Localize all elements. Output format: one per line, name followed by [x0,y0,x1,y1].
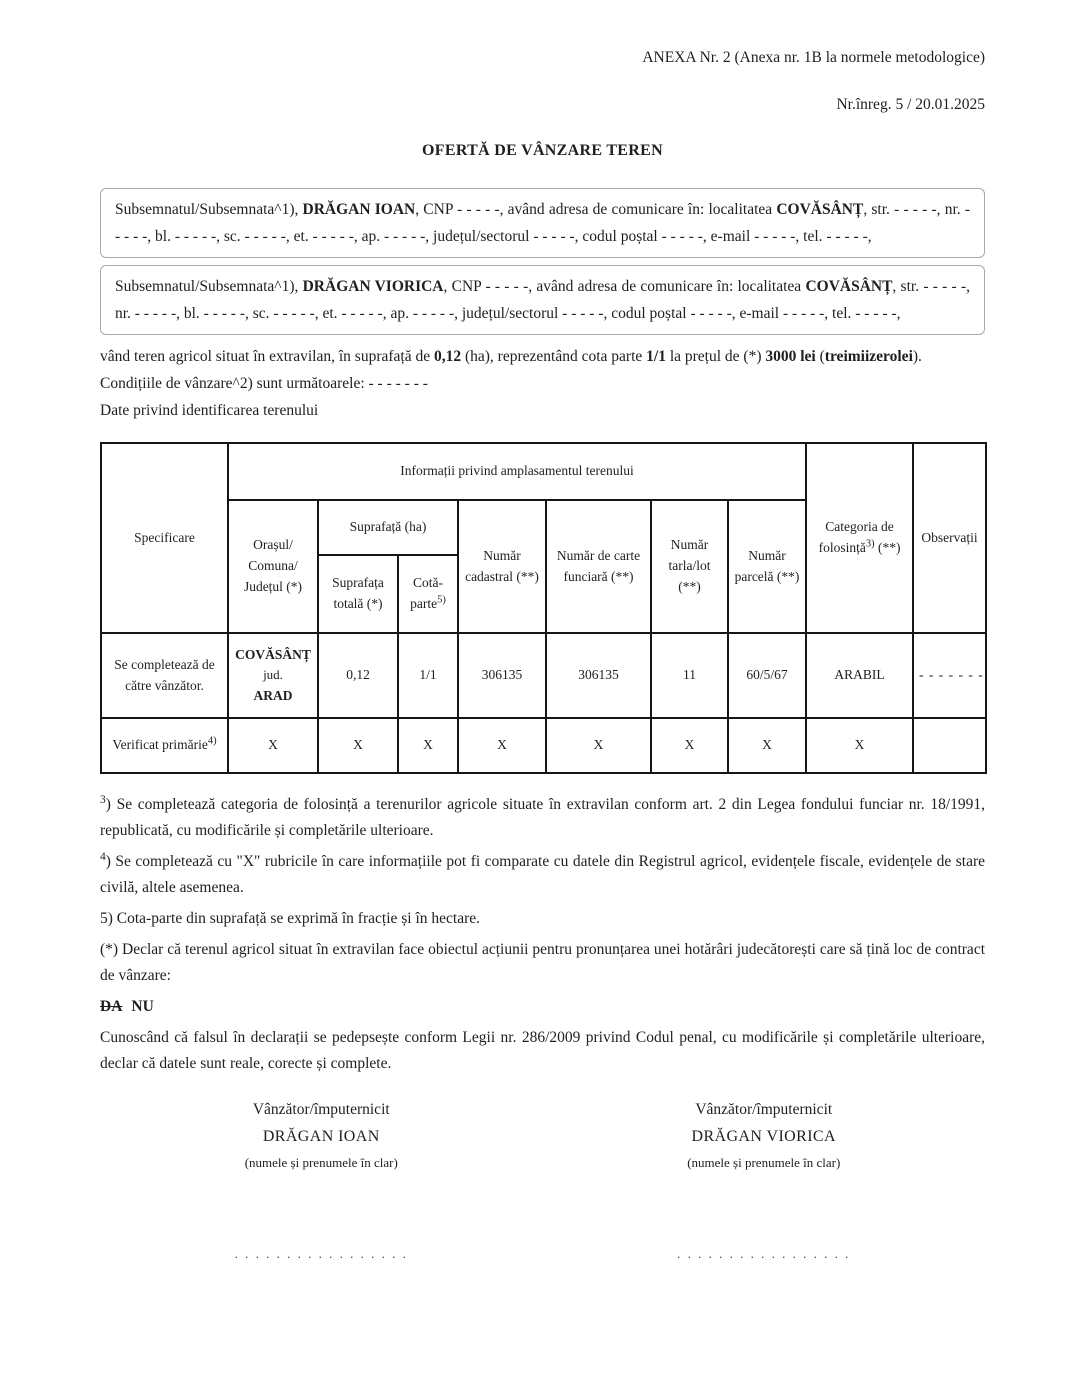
offer-text-c: la prețul de (*) [665,348,766,365]
col-header-categoria [806,443,913,633]
verify-x-cadastral: X [458,718,546,773]
table-header-row-1 [101,443,986,500]
annex-line: ANEXA Nr. 2 (Anexa nr. 1B la normele metodologice) [642,49,985,66]
verify-footnote-ref: 4) [207,735,217,747]
cell-nr-tarla: 11 [651,633,728,718]
col-group-amplasament: Informații privind amplasamentul terenului [228,443,806,500]
footnote-4 [100,849,985,901]
document-title: OFERTĂ DE VÂNZARE TEREN [422,142,663,159]
signature-block-seller1 [100,1097,543,1262]
cell-categoria: ARABIL [806,633,913,718]
cota-parte-label: Cotă-parte [410,575,443,611]
cell-city-line2: jud. [263,667,283,683]
land-table [100,442,987,774]
cell-suprafata-totala: 0,12 [318,633,398,718]
signatures-section [100,1097,985,1262]
verify-x-categoria: X [806,718,913,773]
offer-text-b: (ha), reprezentând cota parte [461,348,647,365]
footnote-4-text: ) Se completează cu "X" rubricile în care informațiile pot fi comparate cu datele din Registrul agricol, evidențele fiscale, evidențele de stare civilă, altele asemenea. [100,853,985,896]
seller2-address-tail: , str. - - - - -, nr. - - - - -, bl. - - - - -, sc. - - - - -, et. - - - - -, ap. - - - - -, județul/sectorul - - - - -, codul poștal - - - - -, e-mail - - - - -, tel. - - - - -, [115,278,970,322]
seller2-locality: COVĂSÂNȚ [805,278,893,295]
signature2-dotted-line: . . . . . . . . . . . . . . . . . [677,1246,851,1261]
city-header-line3: Județul (*) [243,578,303,594]
offer-text-d: ( [815,348,825,365]
cota-parte-footnote-ref: 5) [437,594,446,606]
cell-nr-carte: 306135 [546,633,651,718]
seller1-box [100,188,985,258]
signature-block-seller2 [543,1097,986,1262]
seller2-name: DRĂGAN VIORICA [302,278,444,295]
seller2-cnp-address: , CNP - - - - -, având adresa de comunicare în: localitatea [443,278,806,295]
categoria-footnote-ref: 3) [865,538,875,550]
city-header-line1: Orașul/ [253,537,293,553]
verify-x-cota: X [398,718,458,773]
sale-conditions-line: Condițiile de vânzare^2) sunt următoarele: - - - - - - - [100,375,428,392]
offer-text-e: ). [912,348,922,365]
col-header-nr-cadastral: Număr cadastral (**) [458,500,546,633]
cell-city-line3: ARAD [253,687,293,703]
categoria-label: Categoria de folosință [818,519,894,555]
table-row-verify [101,718,986,773]
footnote-3-marker: 3 [100,793,106,806]
signature1-name: DRĂGAN IOAN [262,1128,380,1145]
seller2-intro: Subsemnatul/Subsemnata^1), [115,278,303,295]
offer-text-a: vând teren agricol situat în extravilan, în suprafață de [100,348,434,365]
col-header-suprafata-totala: Suprafața totală (*) [318,555,398,633]
footnote-4-marker: 4 [100,850,106,863]
verify-row-label [101,718,228,773]
offer-price-words: treimiizerolei [824,348,913,365]
city-header-line2: Comuna/ [248,558,298,574]
cell-city [228,633,318,718]
signature2-note: (numele și prenumele în clar) [687,1155,841,1170]
col-header-nr-carte: Număr de carte funciară (**) [546,500,651,633]
col-group-suprafata: Suprafață (ha) [318,500,458,555]
footnotes-section [100,792,985,1077]
col-header-cota-parte [398,555,458,633]
signature2-name: DRĂGAN VIORICA [691,1128,836,1145]
seller1-intro: Subsemnatul/Subsemnata^1), [115,201,303,218]
signature1-role: Vânzător/împuternicit [252,1101,390,1118]
footnote-3-text: ) Se completează categoria de folosință a terenurilor agricole situate în extravilan conform art. 2 din Legea fondului funciar nr. 18/1991, republicată, cu modificările și completările ulterioare. [100,796,985,839]
seller1-locality: COVĂSÂNȚ [776,201,864,218]
seller1-cnp-address: , CNP - - - - -, având adresa de comunicare în: localitatea [415,201,777,218]
verify-x-parcela: X [728,718,806,773]
penal-code-declaration: Cunoscând că falsul în declarații se pedepsește conform Legii nr. 286/2009 privind Codul penal, cu modificările și completările ulterioare, declar că datele sunt reale, corecte și complete. [100,1029,985,1072]
cell-nr-parcela: 60/5/67 [728,633,806,718]
col-header-nr-parcela: Număr parcelă (**) [728,500,806,633]
offer-area: 0,12 [433,348,462,365]
categoria-star: (**) [874,540,901,555]
verify-x-city: X [228,718,318,773]
col-header-observatii: Observații [913,443,986,633]
signature1-note: (numele și prenumele în clar) [244,1155,398,1170]
cell-observatii: - - - - - - - [913,633,986,718]
offer-price: 3000 lei [765,348,816,365]
cell-nr-cadastral: 306135 [458,633,546,718]
cell-cota-parte: 1/1 [398,633,458,718]
da-nu-line [100,994,985,1020]
da-option-struck: DA [100,998,123,1015]
seller1-name: DRĂGAN IOAN [302,201,416,218]
star-declaration: (*) Declar că terenul agricol situat în extravilan face obiectul acțiunii pentru pronunțarea unei hotărâri judecătorești care să țină loc de contract de vânzare: [100,941,985,984]
land-identification-heading: Date privind identificarea terenului [100,402,319,419]
col-header-nr-tarla: Număr tarla/lot (**) [651,500,728,633]
col-header-specificare: Specificare [101,443,228,633]
verify-x-suprafata: X [318,718,398,773]
footnote-5: 5) Cota-parte din suprafață se exprimă în fracție și în hectare. [100,910,481,927]
footnote-3 [100,792,985,844]
seller-row-label: Se completează de către vânzător. [101,633,228,718]
signature2-role: Vânzător/împuternicit [695,1101,833,1118]
verify-label-text: Verificat primărie [112,737,208,753]
verify-x-carte: X [546,718,651,773]
table-row-seller-data [101,633,986,718]
seller1-address-tail: , str. - - - - -, nr. - - - - -, bl. - - - - -, sc. - - - - -, et. - - - - -, ap. - - - - -, județul/sectorul - - - - -, codul poștal - - - - -, e-mail - - - - -, tel. - - - - -, [115,201,971,245]
cell-city-line1: COVĂSÂNȚ [235,646,311,662]
verify-x-tarla: X [651,718,728,773]
offer-share: 1/1 [646,348,666,365]
party-boxes [100,188,985,335]
nu-option: NU [131,998,154,1015]
col-header-city [228,500,318,633]
signature1-dotted-line: . . . . . . . . . . . . . . . . . [234,1246,408,1261]
seller2-box [100,265,985,335]
offer-paragraph [100,343,985,370]
verify-observatii-empty [913,718,986,773]
registration-number-line: Nr.înreg. 5 / 20.01.2025 [836,96,985,113]
